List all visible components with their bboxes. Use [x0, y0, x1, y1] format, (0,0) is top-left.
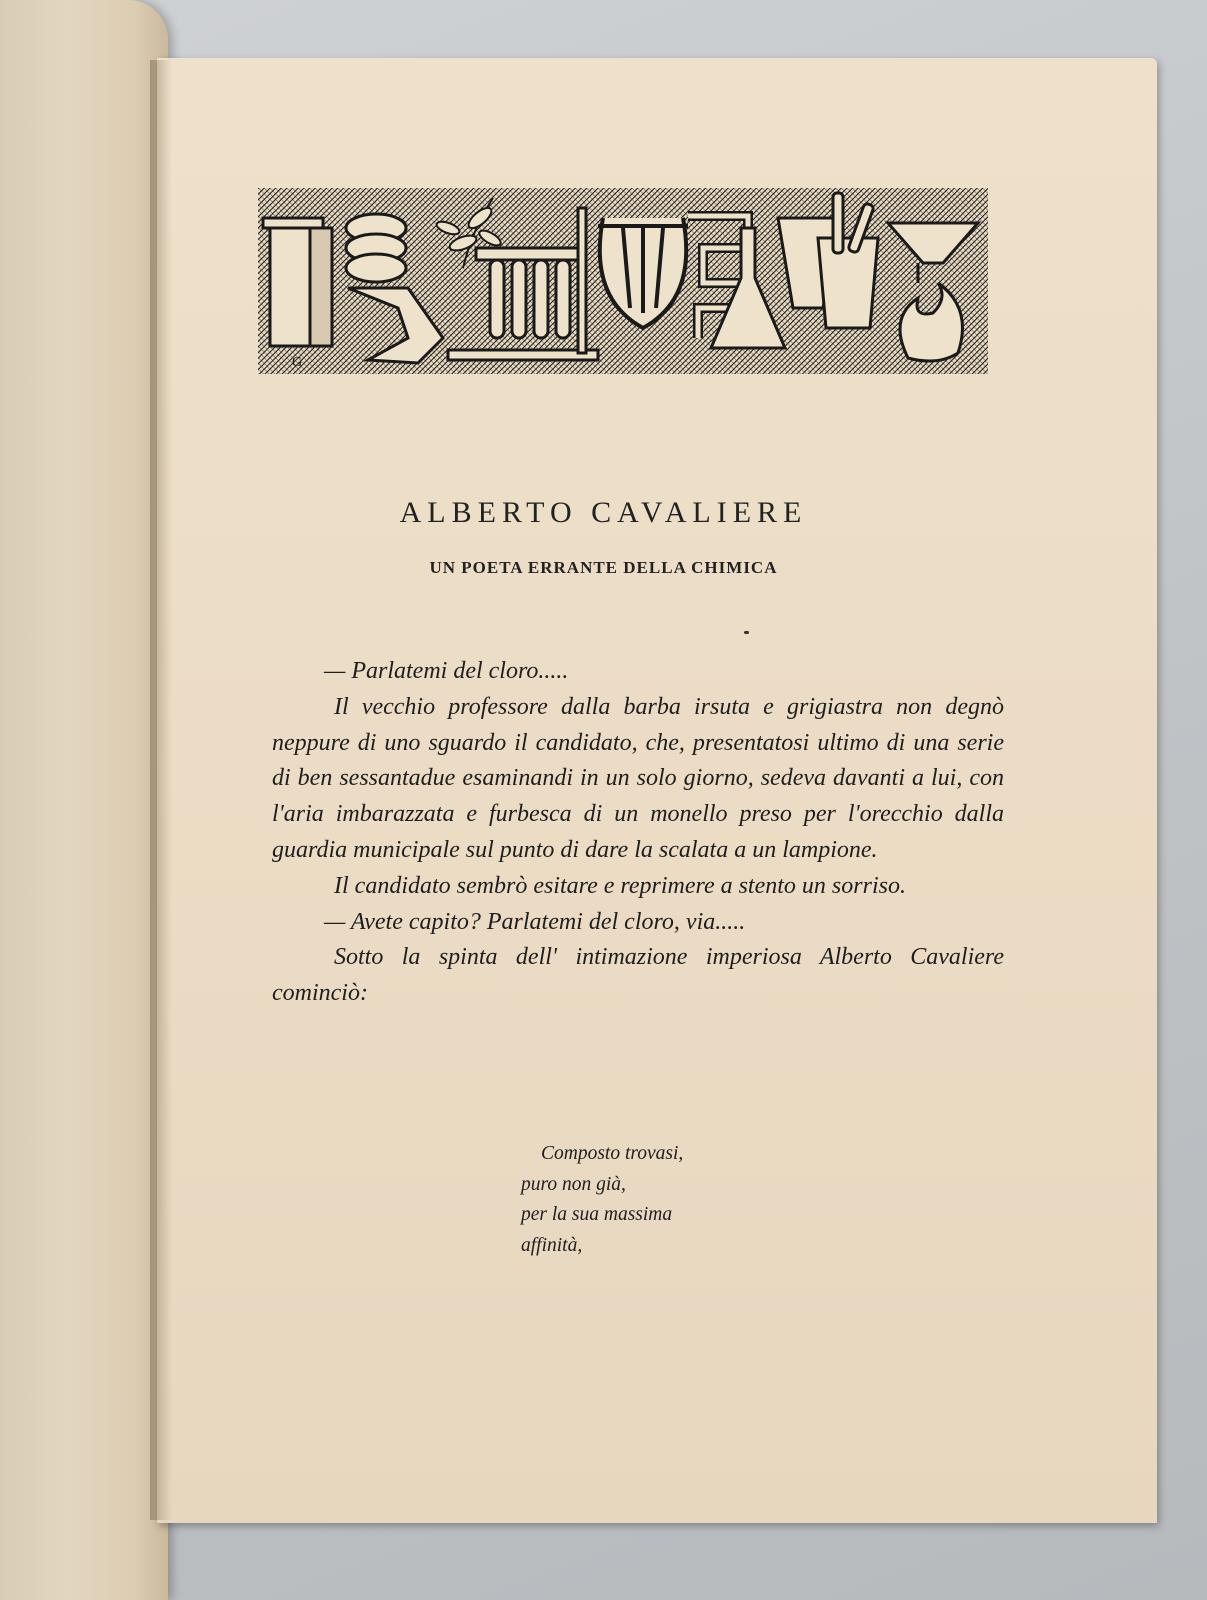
paragraph: Sotto la spinta dell' intimazione imperiosa Alberto Cavaliere cominciò:: [272, 944, 1004, 1007]
page-title: ALBERTO CAVALIERE: [399, 496, 808, 529]
chemistry-illustration: [258, 188, 988, 374]
verse-line: Composto trovasi,: [541, 1143, 684, 1164]
paragraph: Il vecchio professore dalla barba irsuta e grigiastra non degnò neppure di uno sguardo il candidato, che, presentatosi ultimo di una serie di ben sessantadue esaminandi in un solo giorno, sedeva davanti a lui, con l'aria imbarazzata e furbesca di un monello preso per l'orecchio dalla guardia municipale sul punto di dare la scalata a un lampione.: [272, 693, 1004, 863]
verse-line: per la sua massima: [521, 1204, 673, 1225]
page-gutter: [150, 60, 172, 1520]
page-subtitle: UN POETA ERRANTE DELLA CHIMICA: [429, 558, 778, 577]
paragraph: Il candidato sembrò esitare e reprimere a stento un sorriso.: [334, 872, 906, 899]
paragraph: — Avete capito? Parlatemi del cloro, via.....: [324, 908, 746, 935]
svg-text:G: G: [292, 355, 303, 370]
ink-speck: [744, 631, 749, 634]
verse-line: affinità,: [521, 1234, 583, 1256]
body-text: [272, 654, 1004, 1012]
condenser-icon: [263, 218, 332, 346]
verse-line: puro non già,: [521, 1173, 626, 1195]
artist-signature: [292, 355, 302, 370]
left-page: [0, 0, 168, 1600]
verse: [521, 1139, 683, 1261]
paragraph: — Parlatemi del cloro.....: [324, 658, 569, 684]
